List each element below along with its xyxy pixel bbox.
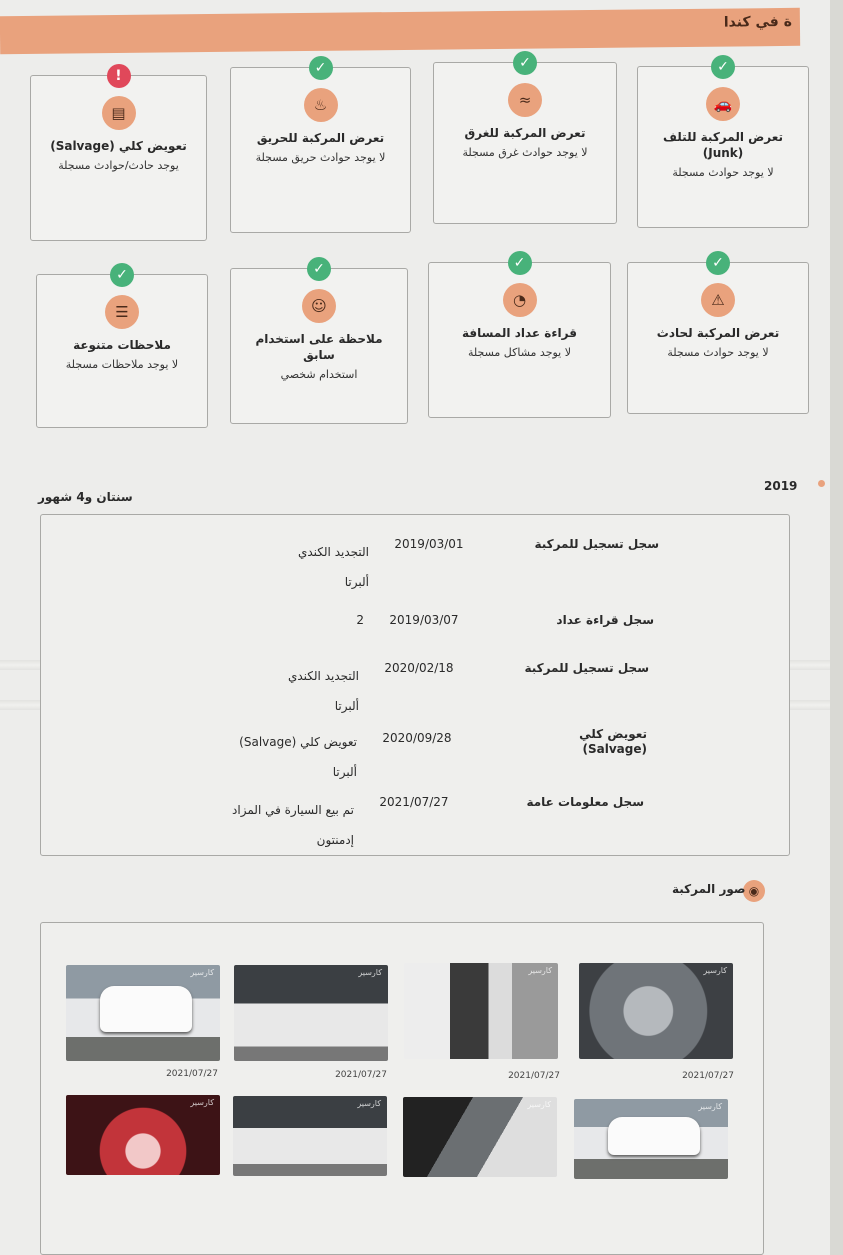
- check-title: قراءة عداد المسافة: [462, 326, 577, 340]
- check-ok-icon: ✓: [309, 56, 333, 80]
- record-detail: 2: [356, 613, 364, 627]
- notes-icon: ☰: [105, 295, 139, 329]
- check-card-accident: [627, 255, 809, 414]
- photo-date: 2021/07/27: [166, 1069, 218, 1079]
- check-subtitle: لا يوجد حوادث غرق مسجلة: [462, 146, 588, 159]
- check-title: ملاحظة على استخدام سابق: [255, 332, 383, 362]
- photo-gallery: [40, 922, 764, 1255]
- check-title: تعرض المركبة للتلف (Junk): [662, 130, 784, 160]
- fire-car-icon: ♨: [304, 88, 338, 122]
- check-card-flood: [433, 55, 617, 224]
- check-subtitle: لا يوجد حوادث مسجلة: [667, 346, 769, 359]
- record-detail: تعويض كلي (Salvage) ألبرتا: [239, 735, 357, 779]
- vehicle-photo[interactable]: كارسير: [66, 1095, 220, 1175]
- record-date: 2020/09/28: [382, 731, 452, 745]
- check-card-odometer: [428, 255, 611, 418]
- record-row: [44, 795, 644, 855]
- record-row: [47, 727, 647, 787]
- junk-car-icon: 🚗: [706, 87, 740, 121]
- photo-date: 2021/07/27: [508, 1071, 560, 1081]
- check-title: تعويض كلي (Salvage): [50, 139, 187, 153]
- check-subtitle: لا يوجد حوادث حريق مسجلة: [255, 151, 386, 164]
- record-detail: التجديد الكندي ألبرتا: [297, 545, 369, 589]
- check-ok-icon: ✓: [706, 251, 730, 275]
- record-detail: التجديد الكندي ألبرتا: [287, 669, 359, 713]
- section-header-band: [0, 8, 800, 54]
- timeline-dot: [818, 480, 825, 487]
- record-date: 2021/07/27: [379, 795, 449, 809]
- check-subtitle: يوجد حادث/حوادث مسجلة: [58, 159, 179, 172]
- record-row: [59, 537, 659, 597]
- odometer-icon: ◔: [503, 283, 537, 317]
- record-row: [49, 661, 649, 721]
- check-card-notes: [36, 267, 208, 428]
- vehicle-photo[interactable]: كارسير: [66, 965, 220, 1061]
- check-title: تعرض المركبة لحادث: [656, 326, 780, 340]
- salvage-document-icon: ▤: [102, 96, 136, 130]
- record-type: سجل تسجيل للمركبة: [524, 661, 649, 675]
- check-ok-icon: ✓: [711, 55, 735, 79]
- vehicle-photo[interactable]: كارسير: [403, 1097, 557, 1177]
- photo-date: 2021/07/27: [335, 1070, 387, 1080]
- check-ok-icon: ✓: [110, 263, 134, 287]
- section-title: ة في كندا: [723, 13, 793, 31]
- vehicle-photo[interactable]: كارسير: [234, 965, 388, 1061]
- record-row: [54, 613, 654, 643]
- record-date: 2020/02/18: [384, 661, 454, 675]
- record-type: تعويض كلي (Salvage): [579, 727, 647, 756]
- record-date: 2019/03/01: [394, 537, 464, 551]
- check-title: تعرض المركبة للحريق: [256, 131, 385, 145]
- check-ok-icon: ✓: [513, 51, 537, 75]
- check-title: ملاحظات متنوعة: [73, 338, 171, 352]
- check-card-usage: [230, 261, 408, 424]
- flood-car-icon: ≈: [508, 83, 542, 117]
- camera-icon: ◉: [743, 880, 765, 902]
- check-subtitle: استخدام شخصي: [280, 368, 358, 381]
- check-warning-icon: !: [107, 64, 131, 88]
- timeline-year: 2019: [764, 479, 798, 493]
- check-ok-icon: ✓: [508, 251, 532, 275]
- record-detail: تم بيع السيارة في المزاد إدمنتون: [232, 803, 354, 847]
- check-card-salvage: [30, 68, 207, 241]
- check-subtitle: لا يوجد حوادث مسجلة: [672, 166, 774, 179]
- record-type: سجل معلومات عامة: [526, 795, 644, 809]
- photo-date: 2021/07/27: [682, 1071, 734, 1081]
- check-card-junk: [637, 59, 809, 228]
- vehicle-photo[interactable]: كارسير: [579, 963, 733, 1059]
- check-ok-icon: ✓: [307, 257, 331, 281]
- check-card-fire: [230, 60, 411, 233]
- check-title: تعرض المركبة للغرق: [464, 126, 586, 140]
- history-records: [40, 514, 790, 856]
- record-date: 2019/03/07: [389, 613, 459, 627]
- vehicle-photo[interactable]: كارسير: [574, 1099, 728, 1179]
- usage-icon: ☺: [302, 289, 336, 323]
- accident-car-icon: ⚠: [701, 283, 735, 317]
- record-type: سجل تسجيل للمركبة: [534, 537, 659, 551]
- vehicle-photo[interactable]: كارسير: [233, 1096, 387, 1176]
- ownership-duration: سنتان و4 شهور: [38, 490, 133, 504]
- vehicle-photo[interactable]: كارسير: [404, 963, 558, 1059]
- photos-section-title: صور المركبة: [672, 882, 746, 896]
- check-subtitle: لا يوجد مشاكل مسجلة: [467, 346, 572, 359]
- record-type: سجل قراءة عداد: [556, 613, 654, 627]
- check-subtitle: لا يوجد ملاحظات مسجلة: [65, 358, 179, 371]
